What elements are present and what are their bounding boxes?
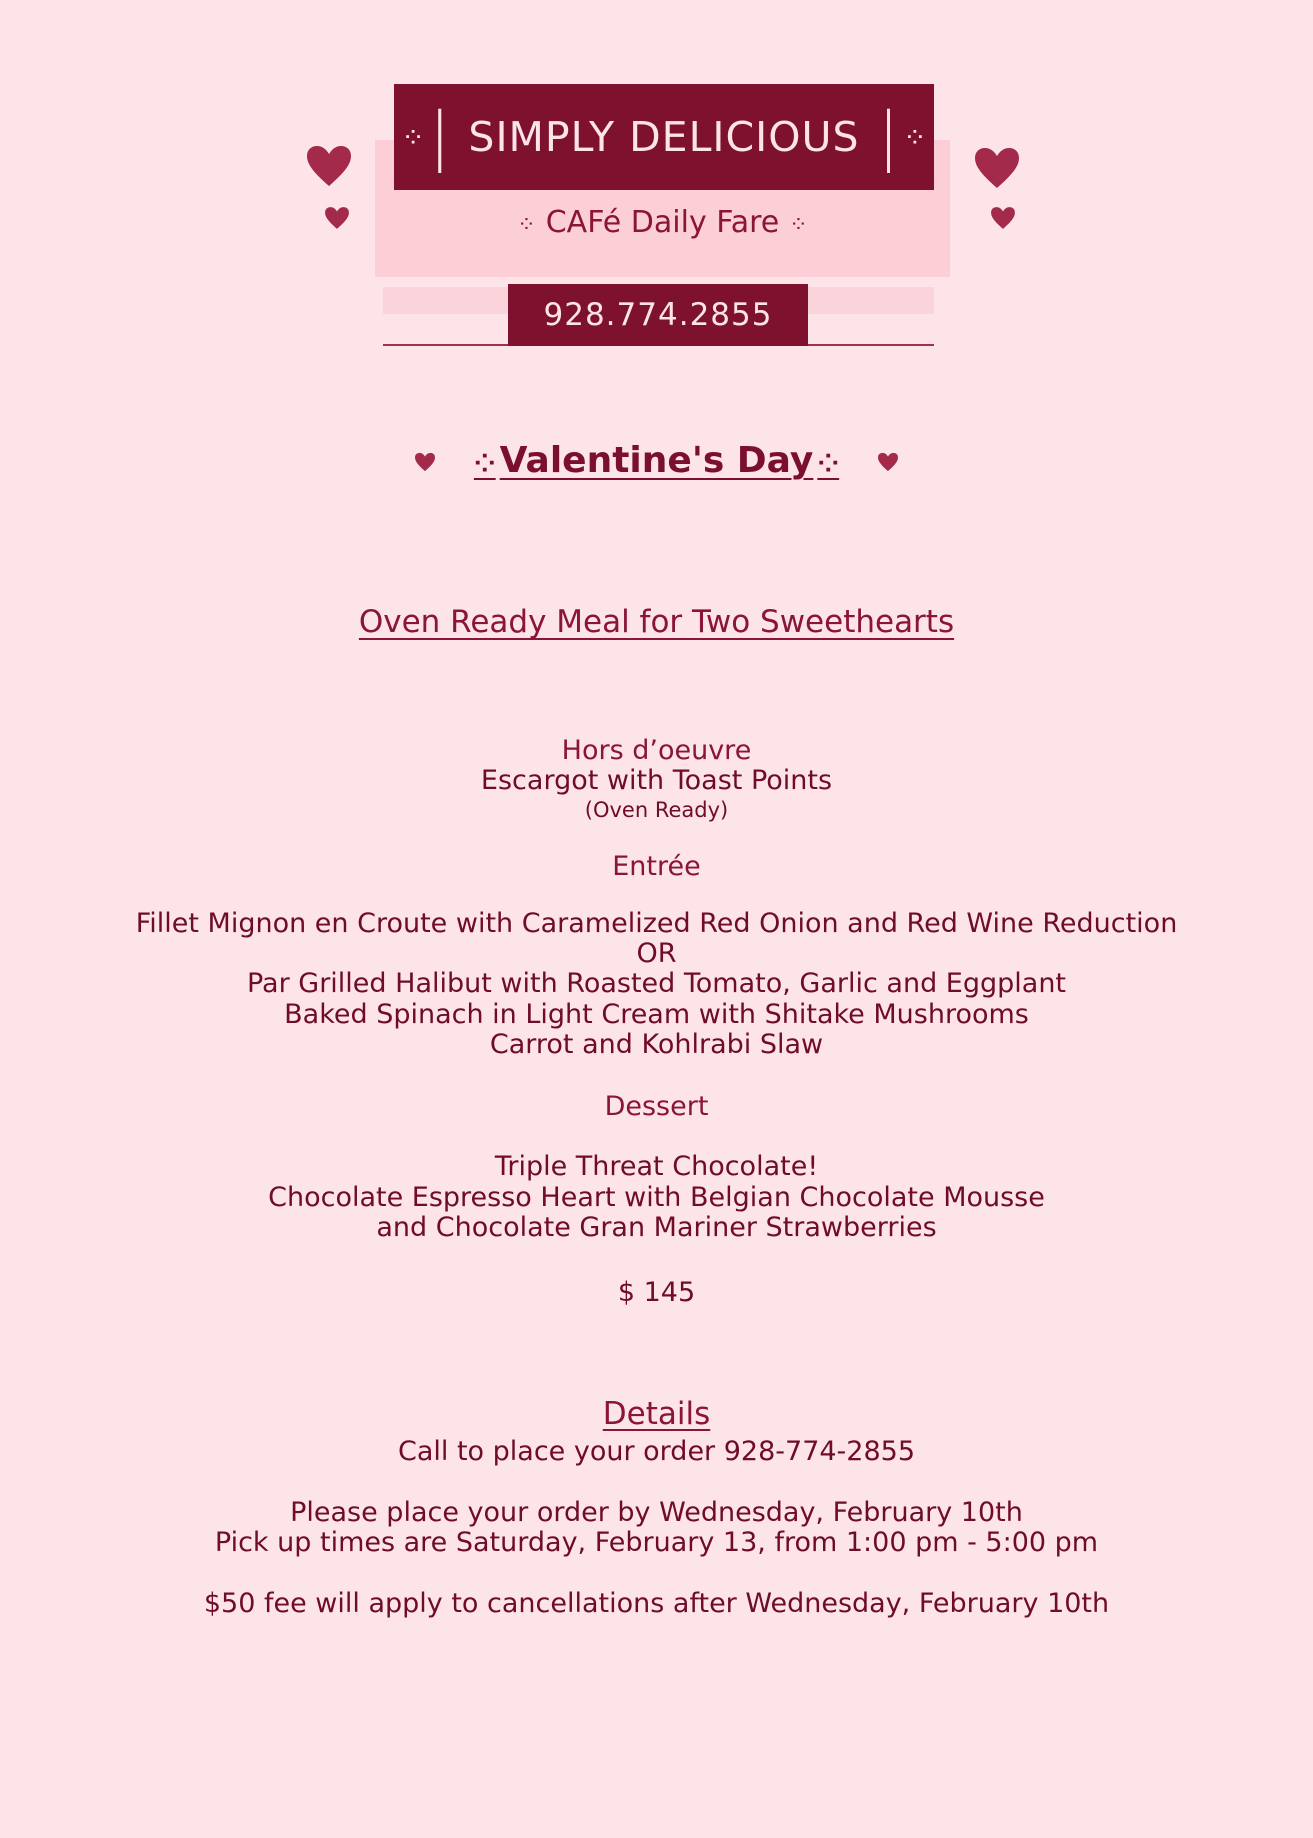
- price: $ 145: [617, 1277, 696, 1308]
- entree-or: OR: [636, 938, 677, 969]
- ornament-left: ⁘: [517, 213, 536, 238]
- phone-number: 928.774.2855: [543, 297, 773, 333]
- details-pickup: Pick up times are Saturday, February 13, from 1:00 pm - 5:00 pm: [214, 1527, 1099, 1558]
- hors-heading: Hors d’oeuvre: [561, 735, 752, 766]
- ornament-right: ⁘: [789, 213, 808, 238]
- entree-option-1: Fillet Mignon en Croute with Caramelized Red Onion and Red Wine Reduction: [135, 908, 1178, 939]
- ornament-left: ⁘: [401, 120, 425, 154]
- side-dish-2: Carrot and Kohlrabi Slaw: [489, 1029, 824, 1060]
- brand-title-bar: [394, 84, 934, 190]
- heart-icon: [324, 206, 350, 230]
- phone-number-box: [508, 284, 808, 346]
- dessert-line-1: Chocolate Espresso Heart with Belgian Chocolate Mousse: [268, 1182, 1045, 1213]
- heart-icon: [305, 144, 353, 188]
- entree-option-2: Par Grilled Halibut with Roasted Tomato, Garlic and Eggplant: [246, 968, 1067, 999]
- heart-icon: [973, 146, 1021, 190]
- heart-icon: [990, 206, 1016, 230]
- ornament-left: ⁘: [473, 449, 496, 479]
- ornament-right: ⁘: [817, 449, 840, 479]
- entree-heading: Entrée: [612, 851, 701, 882]
- details-fee: $50 fee will apply to cancellations after Wednesday, February 10th: [203, 1588, 1110, 1619]
- heart-icon: [414, 452, 436, 472]
- meal-title: Oven Ready Meal for Two Sweethearts: [358, 604, 955, 640]
- dessert-title: Triple Threat Chocolate!: [494, 1151, 819, 1182]
- hors-note: (Oven Ready): [584, 798, 729, 822]
- heart-icon: [877, 452, 899, 472]
- hors-item: Escargot with Toast Points: [480, 765, 833, 796]
- brand-subtitle: CAFé Daily Fare: [545, 205, 780, 240]
- side-dish-1: Baked Spinach in Light Cream with Shitake Mushrooms: [284, 999, 1029, 1030]
- divider-left: |: [428, 100, 451, 174]
- occasion-title: Valentine's Day: [499, 440, 814, 481]
- divider-right: |: [877, 100, 900, 174]
- brand-title: SIMPLY DELICIOUS: [468, 113, 860, 161]
- brand-subtitle-row: [375, 205, 950, 240]
- dessert-heading: Dessert: [604, 1091, 709, 1122]
- occasion-heading: [0, 440, 1313, 481]
- dessert-line-2: and Chocolate Gran Mariner Strawberries: [376, 1212, 937, 1243]
- ornament-right: ⁘: [903, 120, 927, 154]
- details-heading: Details: [602, 1396, 711, 1432]
- details-call: Call to place your order 928-774-2855: [397, 1436, 916, 1467]
- details-order-by: Please place your order by Wednesday, February 10th: [290, 1497, 1023, 1528]
